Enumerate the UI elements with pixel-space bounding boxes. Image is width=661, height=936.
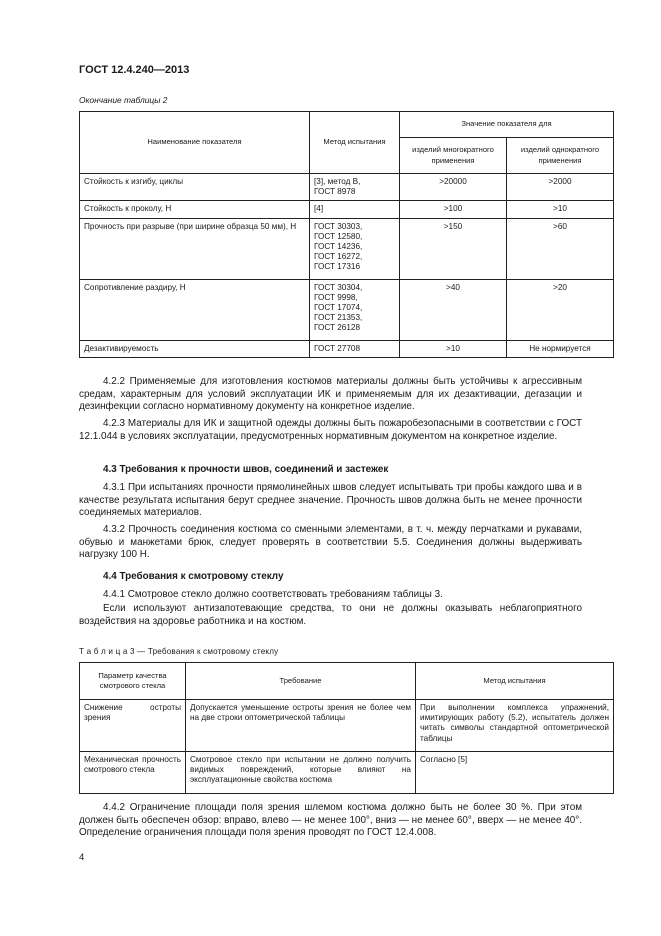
table-3 xyxy=(79,662,614,794)
cell-name: Дезактивируемость xyxy=(80,340,310,357)
cell-single: >2000 xyxy=(507,174,614,201)
paragraph-4-4-2: 4.4.2 Ограничение площади поля зрения шлемом костюма должно быть не более 30 %. При этом должен быть обеспечен обзор: вправо, влево — не менее 100°, вниз — не менее 60°, вверх — не менее 40°. Определение ограничения площади поля зрения проводят по ГОСТ 12.4.008. xyxy=(79,802,582,839)
cell-multi: >20000 xyxy=(400,174,507,201)
col-header-multi: изделий многократного применения xyxy=(400,138,507,174)
cell-single: >60 xyxy=(507,218,614,279)
page-number: 4 xyxy=(79,852,85,863)
table-row xyxy=(80,752,614,794)
table-row xyxy=(80,700,614,752)
table-2 xyxy=(79,111,614,358)
cell-param: Снижение остроты зрения xyxy=(80,700,186,752)
cell-single: Не нормируется xyxy=(507,340,614,357)
cell-name: Сопротивление раздиру, Н xyxy=(80,279,310,340)
table-row xyxy=(80,174,614,201)
paragraph-4-3-1: 4.3.1 При испытаниях прочности прямолинейных швов следует испытывать три пробы каждого шва и в качестве результата испытания берут среднее значение. Прочность швов должна быть не менее прочности соединяемых материалов. xyxy=(79,482,582,519)
section-heading-4-4: 4.4 Требования к смотровому стеклу xyxy=(103,571,284,582)
cell-multi: >100 xyxy=(400,201,507,218)
cell-param: Механическая прочность смотрового стекла xyxy=(80,752,186,794)
col-header-single: изделий однократного применения xyxy=(507,138,614,174)
paragraph-4-4-1: 4.4.1 Смотровое стекло должно соответствовать требованиям таблицы 3. xyxy=(103,589,443,600)
col-header-method: Метод испытания xyxy=(310,112,400,174)
table-row xyxy=(80,218,614,279)
cell-multi: >40 xyxy=(400,279,507,340)
paragraph-4-2-3: 4.2.3 Материалы для ИК и защитной одежды должны быть пожаробезопасными в соответствии с ГОСТ 12.1.044 в условиях эксплуатации, предусмотренных нормативным документом на конкретное изделие. xyxy=(79,418,582,442)
table-row xyxy=(80,279,614,340)
cell-name: Прочность при разрыве (при ширине образца 50 мм), Н xyxy=(80,218,310,279)
table3-caption: Т а б л и ц а 3 — Требования к смотровому стеклу xyxy=(79,647,279,656)
cell-method: ГОСТ 30303, ГОСТ 12580, ГОСТ 14236, ГОСТ 16272, ГОСТ 17316 xyxy=(310,218,400,279)
cell-method: Согласно [5] xyxy=(416,752,614,794)
table2-caption: Окончание таблицы 2 xyxy=(79,95,168,105)
table-row xyxy=(80,340,614,357)
cell-requirement: Допускается уменьшение остроты зрения не более чем на две строки оптометрической таблицы xyxy=(186,700,416,752)
col-header-method: Метод испытания xyxy=(416,663,614,700)
cell-requirement: Смотровое стекло при испытании не должно получить видимых повреждений, которые влияют на эксплуатационные свойства костюма xyxy=(186,752,416,794)
cell-method: [4] xyxy=(310,201,400,218)
cell-name: Стойкость к изгибу, циклы xyxy=(80,174,310,201)
cell-method: ГОСТ 27708 xyxy=(310,340,400,357)
cell-method: ГОСТ 30304, ГОСТ 9998, ГОСТ 17074, ГОСТ 21353, ГОСТ 26128 xyxy=(310,279,400,340)
cell-method: [3], метод В, ГОСТ 8978 xyxy=(310,174,400,201)
col-header-name: Наименование показателя xyxy=(80,112,310,174)
paragraph-4-2-2: 4.2.2 Применяемые для изготовления костюмов материалы должны быть устойчивы к агрессивным средам, характерным для условий эксплуатации ИК и применяемым для их дезактивации, дегазации и дезинфекции согласно нормативному документу на конкретное изделие. xyxy=(79,376,582,413)
col-header-requirement: Требование xyxy=(186,663,416,700)
cell-single: >10 xyxy=(507,201,614,218)
section-heading-4-3: 4.3 Требования к прочности швов, соединений и застежек xyxy=(103,464,389,475)
cell-name: Стойкость к проколу, Н xyxy=(80,201,310,218)
paragraph-4-3-2: 4.3.2 Прочность соединения костюма со сменными элементами, в т. ч. между перчатками и рукавами, обувью и манжетами брюк, следует проверять в соответствии 5.5. Соединения должны выдерживать нагрузку 100 Н. xyxy=(79,524,582,561)
cell-multi: >150 xyxy=(400,218,507,279)
document-code: ГОСТ 12.4.240—2013 xyxy=(79,64,190,76)
col-header-param: Параметр качества смотрового стекла xyxy=(80,663,186,700)
cell-method: При выполнении комплекса упражнений, имитирующих работу (5.2), испытатель должен читать символы стандартной оптометрической таблицы xyxy=(416,700,614,752)
col-header-value: Значение показателя для xyxy=(400,112,614,138)
cell-single: >20 xyxy=(507,279,614,340)
table-row xyxy=(80,201,614,218)
paragraph-4-4-1-cont: Если используют антизапотевающие средства, то они не должны оказывать неблагоприятного воздействия на здоровье работника и на костюм. xyxy=(79,603,582,627)
cell-multi: >10 xyxy=(400,340,507,357)
